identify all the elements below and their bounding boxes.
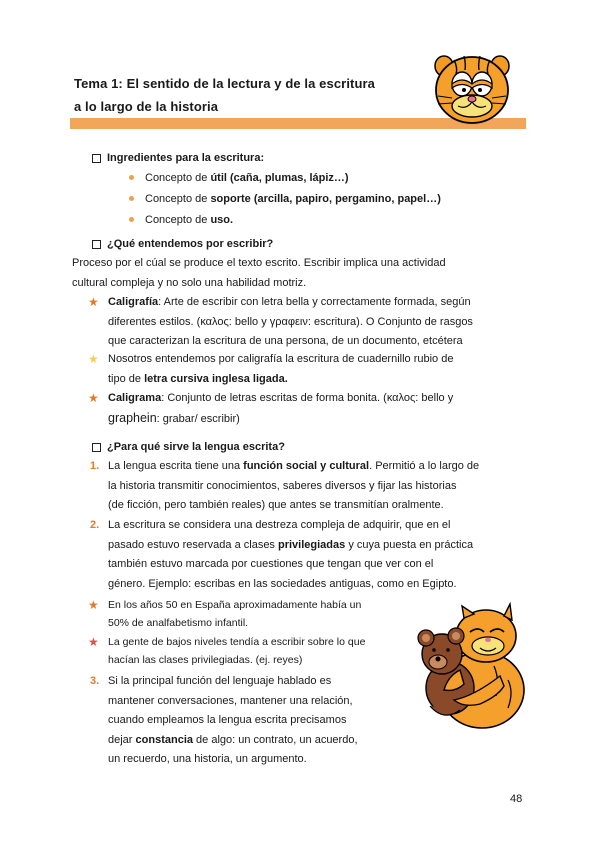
para-text: La escritura se considera una destreza compleja de adquirir, que en el	[108, 519, 451, 531]
intro-line: cultural compleja y no solo una habilidad motriz.	[72, 276, 307, 289]
purpose-paragraph-2	[108, 516, 526, 594]
garfield-head-icon	[432, 48, 512, 126]
para-text: pasado estuvo reservada a clases	[108, 538, 278, 551]
para-text: . Permitió a lo largo de	[369, 460, 480, 472]
para-text: también estuvo marcada por cuestiones que tengan que ver con el	[108, 558, 434, 570]
checkbox-icon	[92, 443, 101, 452]
list-item	[145, 189, 441, 209]
note-text: Nosotros entendemos por caligrafía la escritura de cuadernillo rubio de	[108, 353, 454, 365]
para-text: género. Ejemplo: escribas en las sociedades antiguas, como en Egipto.	[108, 577, 457, 590]
para-text: un recuerdo, una historia, un argumento.	[108, 753, 307, 765]
purpose-paragraph-1	[108, 457, 526, 516]
list-number: 1.	[90, 460, 100, 472]
list-item	[145, 168, 349, 188]
purpose-paragraph-3	[108, 672, 396, 770]
list-item	[145, 210, 233, 230]
caligrafia-definition	[108, 293, 528, 352]
note-text: En los años 50 en España aproximadamente había un	[108, 599, 362, 611]
note-bold: letra cursiva inglesa ligada.	[144, 372, 288, 385]
star-icon: ★	[88, 352, 99, 366]
def-text: : Conjunto de letras escritas de forma bonita. (καλος: bello y	[161, 392, 454, 404]
para-bold: constancia	[135, 733, 193, 746]
bullet-dot-icon	[129, 175, 134, 180]
def-text: que caracterizan la escritura de una persona, de un documento, etcétera	[108, 335, 463, 347]
star-icon: ★	[88, 391, 99, 405]
analfabetismo-note	[108, 596, 408, 632]
def-text: : Arte de escribir con letra bella y correctamente formada, según	[158, 296, 471, 308]
checkbox-icon	[92, 154, 101, 163]
section-purpose-label: ¿Para qué sirve la lengua escrita?	[107, 441, 285, 453]
note-text: 50% de analfabetismo infantil.	[108, 617, 249, 629]
def-text: : grabar/ escribir)	[156, 412, 240, 425]
star-icon: ★	[88, 598, 99, 612]
item-text: Concepto de	[145, 172, 211, 184]
section-purpose-heading	[92, 441, 285, 453]
page-number: 48	[510, 793, 523, 805]
para-text: de algo: un contrato, un acuerdo,	[193, 733, 358, 746]
star-icon: ★	[88, 295, 99, 309]
checkbox-icon	[92, 240, 101, 249]
para-text: La lengua escrita tiene una	[108, 460, 244, 472]
title-line-2: a lo largo de la historia	[74, 99, 219, 114]
note-text: hacían las clases privilegiadas. (ej. reyes)	[108, 654, 303, 666]
item-bold-text: soporte (arcilla, papiro, pergamino, papel…)	[210, 193, 441, 205]
para-text: Si la principal función del lenguaje hablado es	[108, 675, 332, 687]
item-bold-text: uso.	[210, 214, 234, 226]
para-text: dejar	[108, 733, 136, 746]
para-text: (de ficción, pero también reales) que antes se transmitían oralmente.	[108, 499, 444, 511]
item-text: Concepto de	[145, 193, 211, 205]
section-writing-label: ¿Qué entendemos por escribir?	[107, 238, 274, 250]
page-title	[74, 74, 434, 117]
section-ingredients-label: Ingredientes para la escritura:	[107, 152, 265, 164]
intro-line: Proceso por el cúal se produce el texto escrito. Escribir implica una actividad	[72, 257, 446, 269]
section-ingredients-heading	[92, 152, 264, 164]
item-text: Concepto de	[145, 214, 211, 226]
term-bold: Caligrama	[108, 392, 162, 404]
section-writing-heading	[92, 238, 273, 250]
para-text: mantener conversaciones, mantener una relación,	[108, 694, 353, 707]
note-text: tipo de	[108, 372, 145, 385]
def-text: diferentes estilos. (καλος: bello y γραφειν: escritura). O Conjunto de rasgos	[108, 315, 473, 328]
def-text-large: graphein	[108, 410, 157, 425]
note-text: La gente de bajos niveles tendía a escribir sobre lo que	[108, 636, 366, 648]
caligrafia-note	[108, 350, 528, 389]
list-number: 3.	[90, 675, 100, 687]
term-bold: Caligrafía	[108, 296, 159, 308]
para-bold: función social y cultural	[243, 460, 370, 472]
bullet-dot-icon	[129, 217, 134, 222]
writing-intro	[72, 254, 532, 293]
para-bold: privilegiadas	[278, 538, 346, 551]
garfield-hugging-bear-icon	[404, 600, 532, 730]
para-text: la historia transmitir conocimientos, saberes diversos y fijar las historias	[108, 479, 457, 492]
para-text: y cuya puesta en práctica	[345, 538, 474, 551]
bullet-dot-icon	[129, 196, 134, 201]
item-bold-text: útil (caña, plumas, lápiz…)	[210, 172, 349, 184]
title-line-1: Tema 1: El sentido de la lectura y de la escritura	[74, 76, 375, 91]
star-icon: ★	[88, 635, 99, 649]
caligrama-definition	[108, 389, 528, 429]
para-text: cuando empleamos la lengua escrita precisamos	[108, 714, 347, 726]
clases-note	[108, 633, 408, 669]
list-number: 2.	[90, 519, 100, 531]
